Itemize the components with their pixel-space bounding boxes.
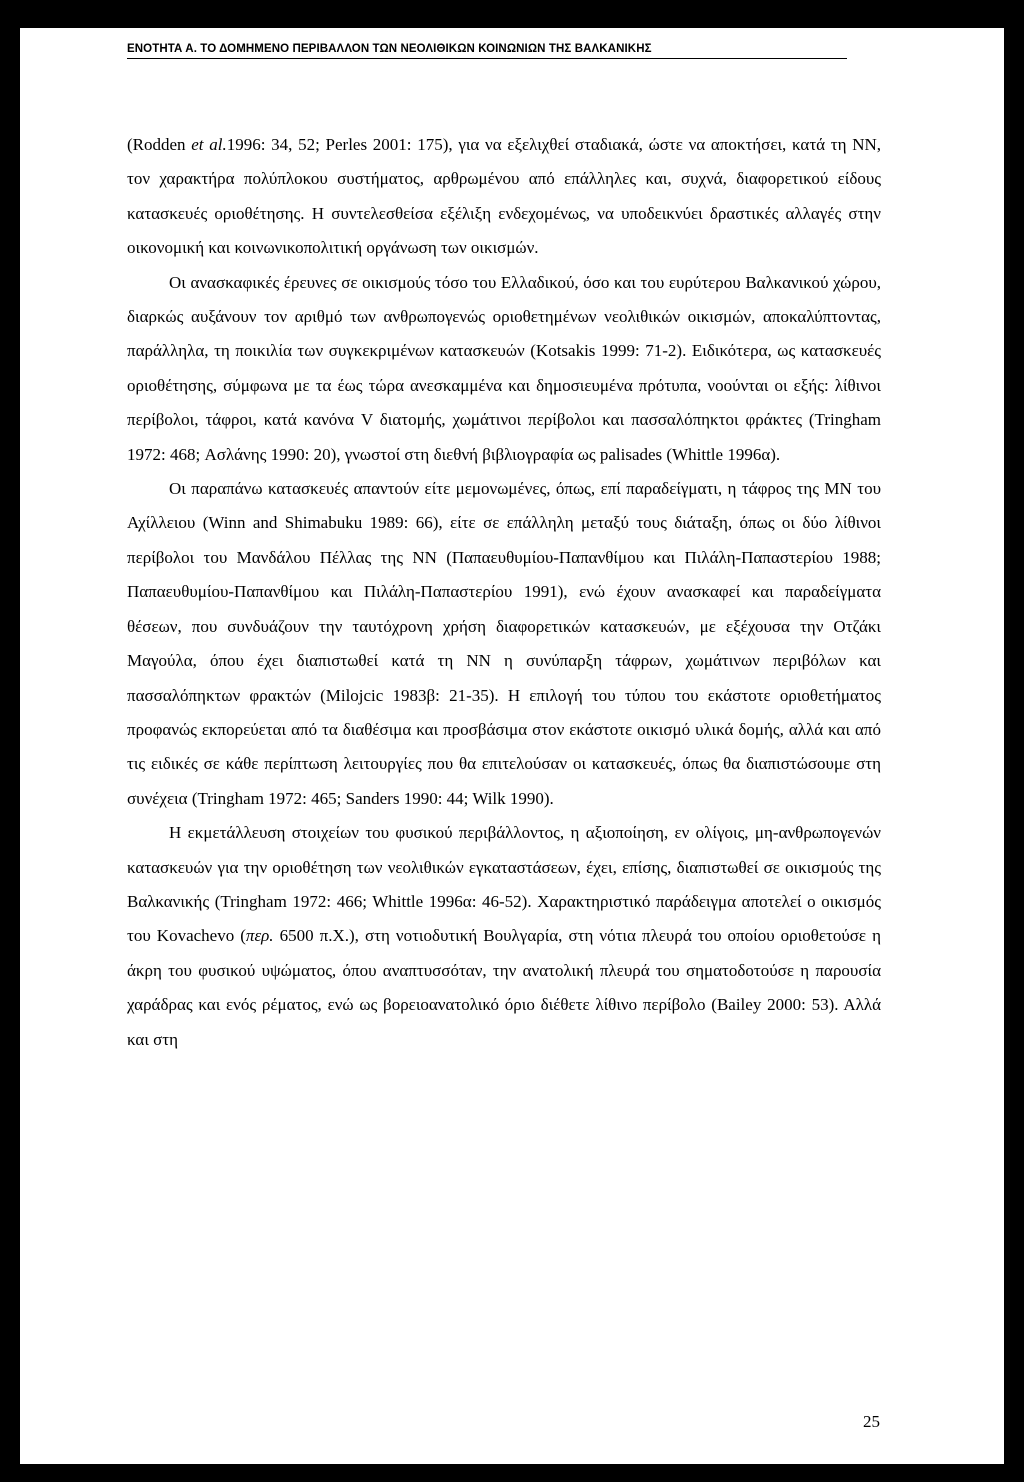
paragraph-1-text-b: 1996: 34, 52; Perles 2001: 175), για να εξελιχθεί σταδιακά, ώστε να αποκτήσει, κατά τη ΝΝ, τον χαρακτήρα πολύπλοκου συστήματος, αρθρωμένου από επάλληλες και, συχνά, διαφορετικού είδους κατασκευές οριοθέτησης. Η συντελεσθείσα εξέλιξη ενδεχομένως, να υποδεικνύει δραστικές αλλαγές στην οικονομική και κοινωνικοπολιτική οργάνωση των οικισμών.: [127, 135, 882, 258]
paragraph-4-text-b: 6500 π.Χ.), στη νοτιοδυτική Βουλγαρία, στη νότια πλευρά του οποίου οριοθετούσε η άκρη του φυσικού υψώματος, όπου αναπτυσσόταν, την ανατολική πλευρά του σηματοδοτούσε η παρουσία χαράδρας και ενός ρέματος, ενώ ως βορειοανατολικό όριο διέθετε λίθινο περίβολο (Bailey 2000: 53). Αλλά και στη: [127, 926, 881, 1049]
page-number: 25: [863, 1412, 880, 1431]
paragraph-1-italic: et al.: [191, 135, 227, 154]
paragraph-4-text-a: Η εκμετάλλευση στοιχείων του φυσικού περιβάλλοντος, η αξιοποίηση, εν ολίγοις, μη-ανθρωπογενών κατασκευών για την οριοθέτηση των νεολιθικών εγκαταστάσεων, έχει, επίσης, διαπιστωθεί σε οικισμούς της Βαλκανικής (Tringham 1972: 466; Whittle 1996α: 46-52). Χαρακτηριστικό παράδειγμα αποτελεί ο οικισμός του Kovachevo (: [127, 823, 881, 946]
paragraph-3: Οι παραπάνω κατασκευές απαντούν είτε μεμονωμένες, όπως, επί παραδείγματι, η τάφρος της ΜΝ του Αχίλλειου (Winn and Shimabuku 1989: 66), είτε σε επάλληλη μεταξύ τους διάταξη, όπως οι δύο λίθινοι περίβολοι του Μανδάλου Πέλλας της ΝΝ (Παπαευθυμίου-Παπανθίμου και Πιλάλη-Παπαστερίου 1988; Παπαευθυμίου-Παπανθίμου και Πιλάλη-Παπαστερίου 1991), ενώ έχουν ανασκαφεί και παραδείγματα θέσεων, που συνδυάζουν την ταυτόχρονη χρήση διαφορετικών κατασκευών, με εξέχουσα την Οτζάκι Μαγούλα, όπου έχει διαπιστωθεί κατά τη ΝΝ η συνύπαρξη τάφρων, χωμάτινων περιβόλων και πασσαλόπηκτων φρακτών (Milojcic 1983β: 21-35). Η επιλογή του τύπου του εκάστοτε οριοθετήματος προφανώς εκπορεύεται από τα διαθέσιμα και προσβάσιμα στον εκάστοτε οικισμό υλικά δομής, αλλά και από τις ειδικές σε κάθε περίπτωση λειτουργίες που θα επιτελούσαν οι κατασκευές, όπως θα διαπιστώσουμε στη συνέχεια (Tringham 1972: 465; Sanders 1990: 44; Wilk 1990).: [127, 479, 881, 808]
paragraph-1: [127, 128, 881, 266]
running-header: ΕΝΟΤΗΤΑ Α. ΤΟ ΔΟΜΗΜΕΝΟ ΠΕΡΙΒΑΛΛΟΝ ΤΩΝ ΝΕΟΛΙΘΙΚΩΝ ΚΟΙΝΩΝΙΩΝ ΤΗΣ ΒΑΛΚΑΝΙΚΗΣ: [127, 42, 847, 59]
paragraph-1-text-a: (Rodden: [127, 135, 192, 154]
paragraph-4: [127, 816, 881, 1057]
paragraph-2: Οι ανασκαφικές έρευνες σε οικισμούς τόσο του Ελλαδικού, όσο και του ευρύτερου Βαλκανικού χώρου, διαρκώς αυξάνουν τον αριθμό των ανθρωπογενώς οριοθετημένων νεολιθικών οικισμών, αποκαλύπτοντας, παράλληλα, τη ποικιλία των συγκεκριμένων κατασκευών (Kotsakis 1999: 71-2). Ειδικότερα, ως κατασκευές οριοθέτησης, σύμφωνα με τα έως τώρα ανεσκαμμένα και δημοσιευμένα πρότυπα, νοούνται οι εξής: λίθινοι περίβολοι, τάφροι, κατά κανόνα V διατομής, χωμάτινοι περίβολοι και πασσαλόπηκτοι φράκτες (Tringham 1972: 468; Ασλάνης 1990: 20), γνωστοί στη διεθνή βιβλιογραφία ως palisades (Whittle 1996α).: [127, 272, 881, 464]
body-text: [127, 128, 881, 1057]
paragraph-4-italic: περ.: [245, 926, 274, 946]
